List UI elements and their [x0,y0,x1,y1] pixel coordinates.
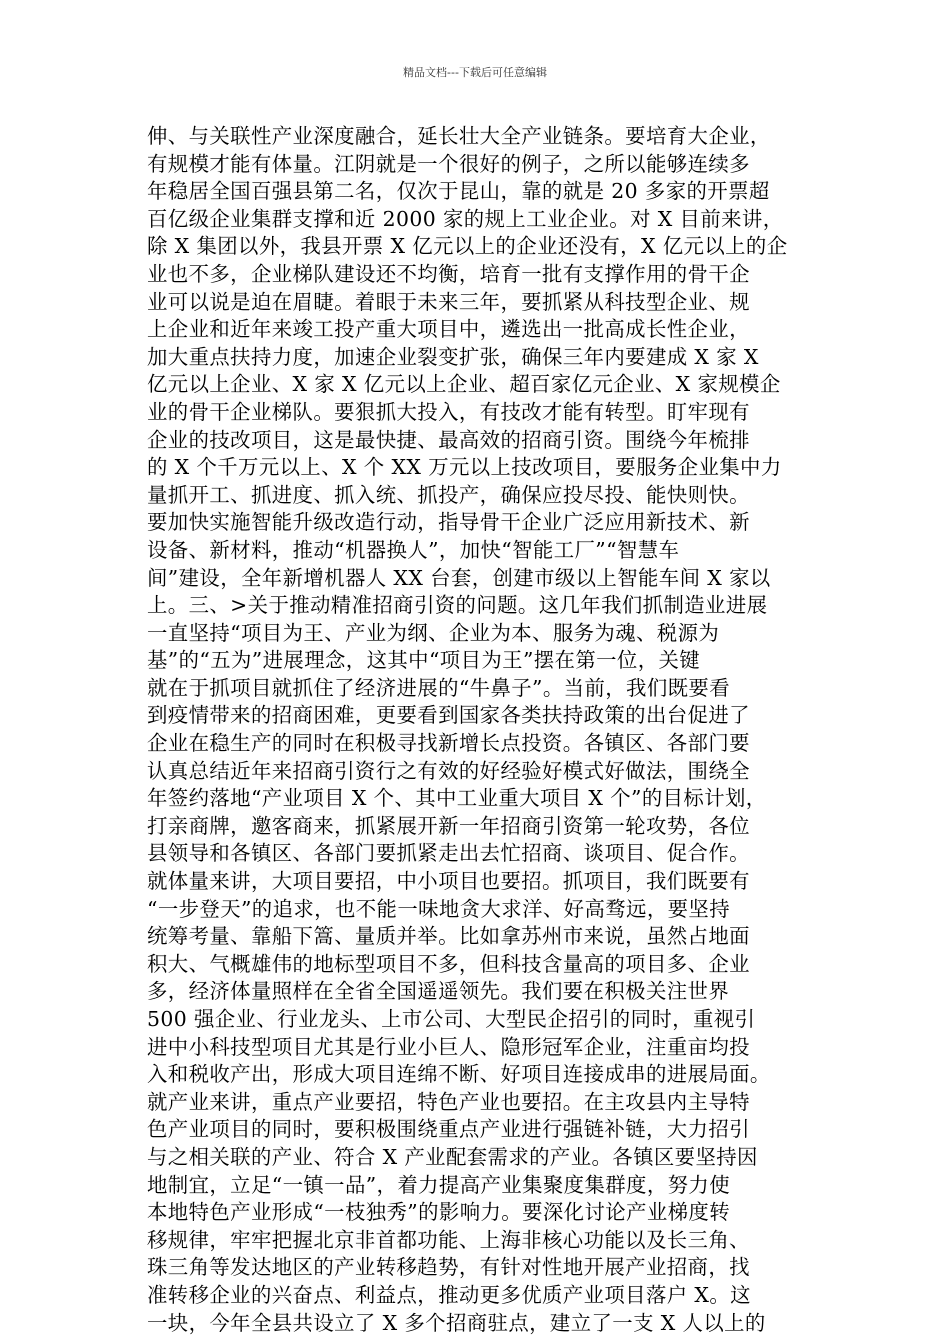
paragraph-line: 移规律，牢牢把握北京非首都功能、上海非核心功能以及长三角、 [147,1227,750,1252]
paragraph-line: 百亿级企业集群支撑和近 2000 家的规上工业企业。对 X 目前来讲， [147,206,784,231]
paragraph-line: 就体量来讲，大项目要招，中小项目也要招。抓项目，我们既要有 [147,869,750,894]
paragraph-line: 入和税收产出，形成大项目连绵不断、好项目连接成串的进展局面。 [147,1062,771,1087]
paragraph-line: 企业的技改项目，这是最快捷、最高效的招商引资。围绕今年梳排 [147,427,750,452]
paragraph-line: 与之相关联的产业、符合 X 产业配套需求的产业。各镇区要坚持因 [147,1144,758,1169]
paragraph-line: 要加快实施智能升级改造行动，指导骨干企业广泛应用新技术、新 [147,510,750,535]
paragraph-line: 量抓开工、抓进度、抓入统、抓投产，确保应投尽投、能快则快。 [147,482,750,507]
paragraph-line: 就产业来讲，重点产业要招，特色产业也要招。在主攻县内主导特 [147,1089,750,1114]
paragraph-line: 统筹考量、靠船下篙、量质并举。比如拿苏州市来说，虽然占地面 [147,924,750,949]
paragraph-line: 就在于抓项目就抓住了经济进展的“牛鼻子”。当前，我们既要看 [147,675,730,700]
paragraph-line: 本地特色产业形成“一枝独秀”的影响力。要深化讨论产业梯度转 [147,1200,730,1225]
paragraph-line: 间”建设，全年新增机器人 XX 台套，创建市级以上智能车间 X 家以 [147,565,771,590]
paragraph-line: 县领导和各镇区、各部门要抓紧走出去忙招商、谈项目、促合作。 [147,841,750,866]
paragraph-line: 一直坚持“项目为王、产业为纲、企业为本、服务为魂、税源为 [147,620,720,645]
paragraph-line: 认真总结近年来招商引资行之有效的好经验好模式好做法，围绕全 [147,758,750,783]
paragraph-line: 色产业项目的同时，要积极围绕重点产业进行强链补链，大力招引 [147,1117,750,1142]
paragraph-line: 一块，今年全县共设立了 X 多个招商驻点，建立了一支 X 人以上的 [147,1310,766,1335]
paragraph-line: 加大重点扶持力度，加速企业裂变扩张，确保三年内要建成 X 家 X [147,344,759,369]
paragraph-line: 地制宜，立足“一镇一品”，着力提高产业集聚度集群度，努力使 [147,1172,730,1197]
paragraph-line: 准转移企业的兴奋点、利益点，推动更多优质产业项目落户 X。这 [147,1282,751,1307]
paragraph-line: 企业在稳生产的同时在积极寻找新增长点投资。各镇区、各部门要 [147,731,750,756]
paragraph-line: 到疫情带来的招商困难，更要看到国家各类扶持政策的出台促进了 [147,703,750,728]
paragraph-line: 业可以说是迫在眉睫。着眼于未来三年，要抓紧从科技型企业、规 [147,289,750,314]
paragraph-line: 除 X 集团以外，我县开票 X 亿元以上的企业还没有，X 亿元以上的企 [147,234,788,259]
paragraph-line: 打亲商牌，邀客商来，抓紧展开新一年招商引资第一轮攻势，各位 [147,813,750,838]
paragraph-line: 上。三、>关于推动精准招商引资的问题。这几年我们抓制造业进展 [147,593,768,618]
paragraph-line: 业也不多，企业梯队建设还不均衡，培育一批有支撑作用的骨干企 [147,261,750,286]
paragraph-line: 的 X 个千万元以上、X 个 XX 万元以上技改项目，要服务企业集中力 [147,455,782,480]
paragraph-line: 上企业和近年来竣工投产重大项目中，遴选出一批高成长性企业， [147,317,750,342]
paragraph-line: 设备、新材料，推动“机器换人”，加快“智能工厂”“智慧车 [147,537,680,562]
paragraph-line: 珠三角等发达地区的产业转移趋势，有针对性地开展产业招商，找 [147,1255,750,1280]
paragraph-line: 年稳居全国百强县第二名，仅次于昆山，靠的就是 20 多家的开票超 [147,179,770,204]
paragraph-line: 业的骨干企业梯队。要狠抓大投入，有技改才能有转型。盯牢现有 [147,399,750,424]
paragraph-line: 500 强企业、行业龙头、上市公司、大型民企招引的同时，重视引 [147,1007,756,1031]
paragraph-line: 年签约落地“产业项目 X 个、其中工业重大项目 X 个”的目标计划， [147,786,767,811]
paragraph-line: 基”的“五为”进展理念，这其中“项目为王”摆在第一位，关键 [147,648,701,673]
paragraph-line: 进中小科技型项目尤其是行业小巨人、隐形冠军企业，注重亩均投 [147,1034,750,1059]
paragraph-line: 积大、气概雄伟的地标型项目不多，但科技含量高的项目多、企业 [147,951,750,976]
paragraph-line: 多，经济体量照样在全省全国遥遥领先。我们要在积极关注世界 [147,979,730,1004]
paragraph-line: “一步登天”的追求，也不能一味地贪大求洋、好高骛远，要坚持 [147,896,730,921]
paragraph-line: 有规模才能有体量。江阴就是一个很好的例子，之所以能够连续多 [147,151,750,176]
page-header: 精品文档---下载后可任意编辑 [403,66,547,79]
paragraph-line: 亿元以上企业、X 家 X 亿元以上企业、超百家亿元企业、X 家规模企 [147,372,781,397]
document-body [147,123,805,1337]
paragraph-line: 伸、与关联性产业深度融合，延长壮大全产业链条。要培育大企业， [147,124,771,148]
